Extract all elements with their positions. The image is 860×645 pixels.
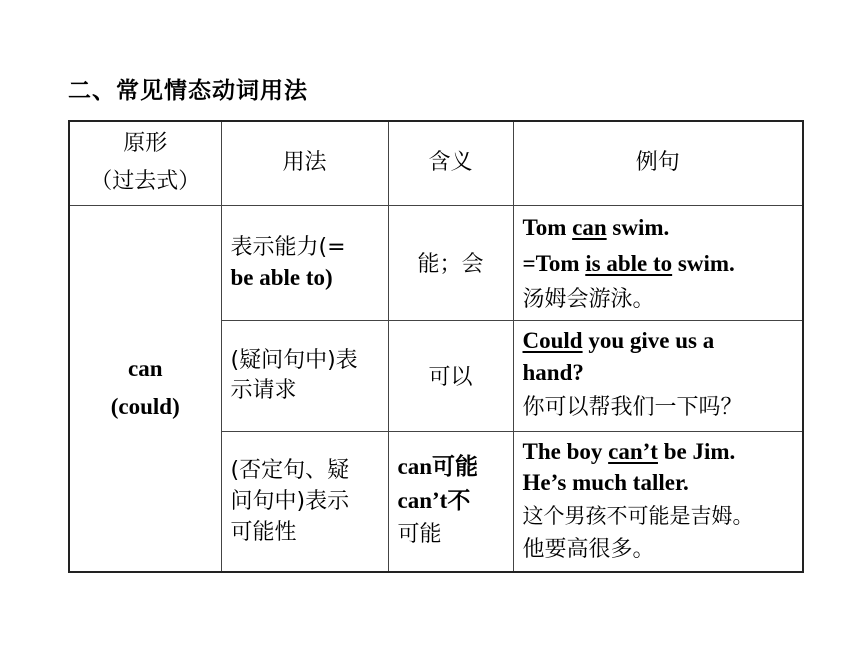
meaning-text-b: can’t不 [397, 488, 471, 514]
usage-text-a: (疑问句中)表 [230, 347, 358, 373]
example-underlined: can [572, 214, 607, 240]
section-heading: 二、常见情态动词用法 [68, 78, 308, 104]
example-cell [513, 431, 803, 572]
usage-text-a: (否定句、疑 [230, 457, 350, 483]
header-form [69, 121, 221, 205]
example-line [523, 246, 803, 282]
usage-text-b: 示请求 [230, 377, 297, 403]
meaning-text-c: 可能 [397, 522, 442, 548]
header-example: 例句 [513, 121, 803, 205]
example-translation: 汤姆会游泳。 [522, 286, 655, 312]
form-cell [69, 205, 221, 572]
example-underlined: Could [522, 327, 583, 353]
example-underlined: is able to [585, 250, 673, 276]
example-cell [513, 205, 803, 320]
usage-cell [221, 320, 388, 431]
example-translation: 你可以帮我们一下吗？ [522, 394, 743, 420]
example-text: be Jim. [657, 438, 736, 464]
example-line [523, 325, 803, 357]
usage-cell [221, 205, 388, 320]
example-translation: 这个男孩不可能是吉姆。 [522, 503, 754, 528]
example-text: =Tom [522, 250, 586, 276]
usage-text-b: be able to) [230, 264, 333, 290]
example-text: Tom [522, 214, 573, 240]
example-line: hand? [522, 359, 584, 385]
example-translation: 他要高很多。 [522, 536, 655, 562]
header-usage: 用法 [221, 121, 388, 205]
example-text: The boy [522, 438, 609, 464]
modal-verb-table [68, 120, 804, 573]
form-line2: (could) [110, 394, 180, 420]
table-row [69, 205, 803, 320]
example-text: swim. [672, 250, 735, 276]
header-form-line1: 原形 [123, 131, 168, 157]
header-row [69, 121, 803, 205]
usage-text-b: 问句中)表示 [230, 488, 350, 514]
header-meaning: 含义 [388, 121, 513, 205]
example-line [523, 436, 803, 467]
example-text: swim. [606, 214, 670, 240]
meaning-cell: 可以 [388, 320, 513, 431]
example-cell [513, 320, 803, 431]
meaning-text-a: can可能 [397, 454, 478, 480]
usage-text-c: 可能性 [230, 519, 297, 545]
form-line1: can [128, 356, 163, 382]
header-form-line2: （过去式） [90, 169, 201, 195]
example-underlined: can’t [608, 438, 658, 464]
meaning-cell: 能；会 [388, 205, 513, 320]
example-line: He’s much taller. [522, 469, 689, 495]
example-line [523, 210, 803, 246]
usage-text-a: 表示能力(= [230, 234, 346, 260]
meaning-cell [388, 431, 513, 572]
usage-cell [221, 431, 388, 572]
example-text: you give us a [582, 327, 715, 353]
